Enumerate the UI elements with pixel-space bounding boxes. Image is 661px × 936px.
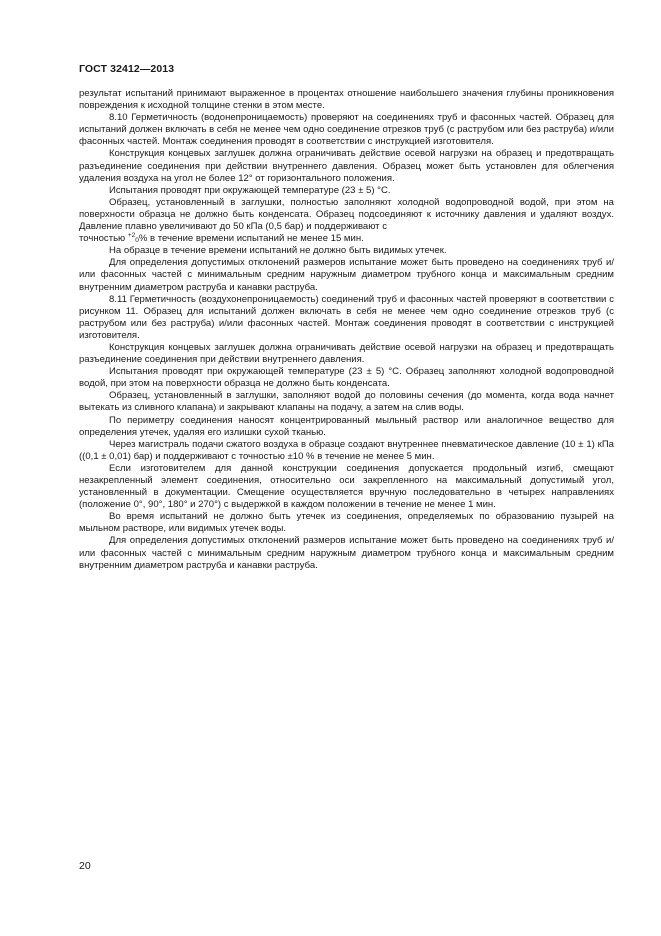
paragraph-temperature-2: Испытания проводят при окружающей температуре (23 ± 5) °С. Образец заполняют холодной водопроводной водой, при этом на поверхности образца не должно быть конденсата. xyxy=(79,366,614,390)
tolerance-lower: 0 xyxy=(135,237,139,245)
paragraph-end-caps-2: Конструкция концевых заглушек должна ограничивать действие осевой нагрузки на образец и предотвращать разъединение соединения при действии внутреннего давления. xyxy=(79,341,614,366)
paragraph-bending: Если изготовителем для данной конструкции соединения допускается продольный изгиб, смещают незакрепленный элемент соединения, относительно оси закрепленного на максимальный допустимый угол, установленный в документации. Смещение осуществляется вручную последовательно в четырех направлениях (положение 0°, 90°, 180° и 270°) с выдержкой в каждом положении в течение не менее 1 мин. xyxy=(79,462,614,511)
tolerance-upper: +2 xyxy=(127,232,136,240)
paragraph-tolerances-1: Для определения допустимых отклонений размеров испытание может быть проведено на соединениях труб и/или фасонных частей с минимальным средним наружным диаметром трубного конца и максимальным средним внутренним диаметром раструба и канавки раструба. xyxy=(79,257,614,293)
paragraph-soap: По периметру соединения наносят концентрированный мыльный раствор или аналогичное вещество для определения утечек, удаляя его излишки сухой тканью. xyxy=(79,414,614,438)
paragraph-air-pressure: Через магистраль подачи сжатого воздуха в образце создают внутреннее пневматическое давление (10 ± 1) кПа ((0,1 ± 0,01) бар) и поддерживают с точностью ±10 % в течение не менее 5 мин. xyxy=(79,438,614,462)
paragraph-no-bubbles: Во время испытаний не должно быть утечек из соединения, определяемых по образованию пузырей на мыльном растворе, или видимых утечек воды. xyxy=(79,511,614,535)
paragraph-8-11: 8.11 Герметичность (воздухонепроницаемость) соединений труб и фасонных частей проверяют в соответствии с рисунком 11. Образец для испытаний должен включать в себя не менее чем одно соединение отрезков труб (с раструбом или без раструба) и/или фасонных частей. Монтаж соединения проводят в соответствии с инструкцией изготовителя. xyxy=(79,293,614,341)
tolerance-suffix: % в течение времени испытаний не менее 15 мин. xyxy=(138,233,364,245)
paragraph-tolerance xyxy=(79,233,614,245)
paragraph-half-fill: Образец, установленный в заглушки, заполняют водой до половины сечения (до момента, когда вода начнет вытекать из сливного клапана) и закрывают клапаны на подачу, а затем на слив воды. xyxy=(79,390,614,414)
body-text xyxy=(79,88,614,572)
paragraph-temperature: Испытания проводят при окружающей температуре (23 ± 5) °С. xyxy=(109,184,391,196)
paragraph-tolerances-2: Для определения допустимых отклонений размеров испытание может быть проведено на соединениях труб и/или фасонных частей с минимальным средним наружным диаметром трубного конца и максимальным средним внутренним диаметром раструба и канавки раструба. xyxy=(79,535,614,571)
page-number: 20 xyxy=(79,860,91,872)
paragraph-no-leaks: На образце в течение времени испытаний не должно быть видимых утечек. xyxy=(109,245,447,257)
paragraph-8-10: 8.10 Герметичность (водонепроницаемость) проверяют на соединениях труб и фасонных частей. Образец для испытаний должен включать в себя не менее чем одно соединение отрезков труб (с раструбом или без раструба) и/или фасонных частей. Монтаж соединения проводят в соответствии с инструкцией изготовителя. xyxy=(79,112,614,148)
paragraph-water-fill: Образец, установленный в заглушки, полностью заполняют холодной водопроводной водой, при этом на поверхности образца не должно быть конденсата. Образец подсоединяют к источнику давления и удаляют воздух. Давление плавно увеличивают до 50 кПа (0,5 бар) и поддерживают с xyxy=(79,196,614,233)
tolerance-prefix: точностью xyxy=(79,233,128,245)
paragraph-1: результат испытаний принимают выраженное в процентах отношение наибольшего значения глубины проникновения повреждения к исходной толщине стенки в этом месте. xyxy=(79,88,614,112)
paragraph-end-caps: Конструкция концевых заглушек должна ограничивать действие осевой нагрузки на образец и предотвращать разъединение соединения при действии внутреннего давления. Образец может быть установлен для облегчения удаления воздуха на угол не более 12° от горизонтального положения. xyxy=(79,148,614,184)
document-header: ГОСТ 32412—2013 xyxy=(79,63,175,75)
